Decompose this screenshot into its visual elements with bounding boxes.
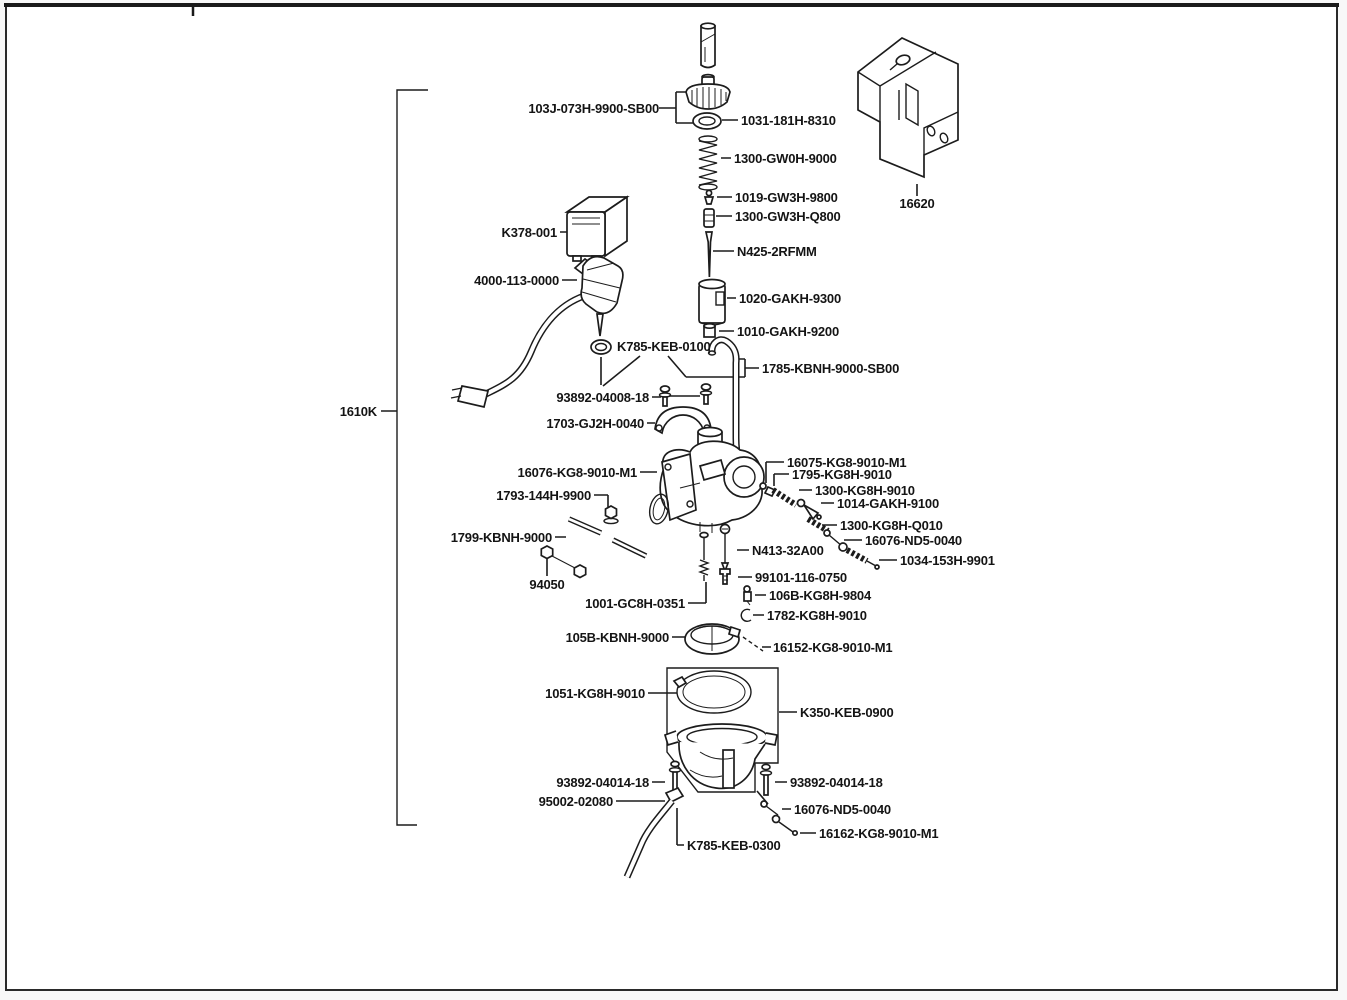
part-needle-clip-holder bbox=[704, 209, 714, 227]
label-screw-16076nd5-top: 16076-ND5-0040 bbox=[865, 533, 962, 548]
clip-holder-body bbox=[704, 209, 714, 227]
cable-adjuster-body bbox=[701, 26, 715, 68]
part-washer-1031 bbox=[693, 113, 721, 129]
label-valve-1014: 1014-GAKH-9100 bbox=[837, 496, 939, 511]
label-cap-asm: 103J-073H-9900-SB00 bbox=[528, 101, 659, 116]
washer-outer bbox=[693, 113, 721, 129]
label-bracket-16620: 16620 bbox=[899, 196, 935, 211]
bowl-screw-left-head bbox=[671, 761, 679, 766]
part-needle-jet-holder-1010 bbox=[704, 324, 715, 337]
part-throttle-slide-1020 bbox=[699, 280, 725, 326]
label-screw-n413: N413-32A00 bbox=[752, 543, 824, 558]
slide-body bbox=[699, 284, 725, 323]
label-float-105b: 105B-KBNH-9000 bbox=[565, 630, 669, 645]
label-jet-99101: 99101-116-0750 bbox=[755, 570, 847, 585]
label-nut-94050: 94050 bbox=[529, 577, 565, 592]
label-screw-93892-04008: 93892-04008-18 bbox=[556, 390, 649, 405]
carb-bell-top bbox=[698, 428, 722, 437]
screw-a-shank bbox=[663, 397, 667, 406]
label-stud-1799: 1799-KBNH-9000 bbox=[450, 530, 552, 545]
label-stay-1703: 1703-GJ2H-0040 bbox=[546, 416, 644, 431]
screw-a-head bbox=[661, 386, 670, 392]
holder-top bbox=[704, 324, 715, 328]
label-screw-16076nd5-bottom: 16076-ND5-0040 bbox=[794, 802, 891, 817]
label-gasket-16076-kg8: 16076-KG8-9010-M1 bbox=[517, 465, 637, 480]
screw-16162-tip bbox=[793, 831, 797, 835]
seat-cone bbox=[705, 197, 713, 204]
label-oring-k785-0100: K785-KEB-0100 bbox=[617, 339, 711, 354]
idle-screw-head bbox=[700, 533, 708, 538]
cap-knurl bbox=[692, 87, 726, 108]
bystarter-body bbox=[581, 257, 623, 314]
nut-94050-b bbox=[574, 565, 585, 578]
label-holder-1010: 1010-GAKH-9200 bbox=[737, 324, 839, 339]
label-cdi-k378: K378-001 bbox=[501, 225, 557, 240]
label-screw-1034: 1034-153H-9901 bbox=[900, 553, 995, 568]
label-nut-1793: 1793-144H-9900 bbox=[496, 488, 591, 503]
label-spring-1300q010: 1300-KG8H-Q010 bbox=[840, 518, 943, 533]
label-nipple-95002: 95002-02080 bbox=[538, 794, 613, 809]
nut-94050-a bbox=[541, 546, 552, 559]
part-oring-k785-0100 bbox=[591, 340, 611, 354]
bowl-ear-right bbox=[765, 733, 777, 745]
bowl-screw-right-shank bbox=[764, 775, 768, 795]
label-assembly-1610k: 1610K bbox=[339, 404, 377, 419]
label-needle-n425: N425-2RFMM bbox=[737, 244, 817, 259]
bowl-drain-tube bbox=[723, 750, 734, 788]
part-float-105b bbox=[685, 624, 740, 654]
label-slide-1020: 1020-GAKH-9300 bbox=[739, 291, 841, 306]
screw-1034-head bbox=[839, 543, 847, 551]
part-cable-adjuster bbox=[701, 23, 715, 67]
valve-1014-tip bbox=[817, 515, 821, 519]
slide-top bbox=[699, 280, 725, 289]
part-needle-seat-1019 bbox=[705, 190, 713, 204]
label-screw-93892-04014-left: 93892-04014-18 bbox=[556, 775, 649, 790]
cdi-front-face bbox=[567, 212, 605, 256]
label-part-1795: 1795-KG8H-9010 bbox=[792, 467, 892, 482]
label-clip-1782: 1782-KG8H-9010 bbox=[767, 608, 867, 623]
oring-outer bbox=[591, 340, 611, 354]
label-spring-1300gw0h: 1300-GW0H-9000 bbox=[734, 151, 837, 166]
nut-hex bbox=[606, 506, 617, 519]
label-hose-k785-0300: K785-KEB-0300 bbox=[687, 838, 781, 853]
bowl-screw-right-head bbox=[762, 764, 770, 769]
part-washer-16075 bbox=[760, 483, 766, 489]
label-chamber-k350: K350-KEB-0900 bbox=[800, 705, 894, 720]
screw-1034-tip bbox=[875, 565, 879, 569]
washer-16075-shape bbox=[760, 483, 766, 489]
screw-b-head bbox=[702, 384, 711, 390]
cdi-foot-left bbox=[573, 256, 581, 261]
label-spring-1300kg8h: 1300-KG8H-9010 bbox=[815, 483, 915, 498]
valve-106b-head bbox=[744, 586, 750, 592]
label-screw-16162: 16162-KG8-9010-M1 bbox=[819, 826, 939, 841]
cap-body bbox=[686, 84, 730, 109]
carb-flange-ring bbox=[724, 457, 764, 497]
valve-106b-body bbox=[744, 592, 751, 601]
cable-adjuster-top bbox=[701, 23, 715, 29]
screw-b-shank bbox=[704, 395, 708, 404]
label-pipe-1785: 1785-KBNH-9000-SB00 bbox=[762, 361, 900, 376]
label-gasket-1051: 1051-KG8H-9010 bbox=[545, 686, 645, 701]
label-part-16075: 16075-KG8-9010-M1 bbox=[787, 455, 907, 470]
label-seat-1019: 1019-GW3H-9800 bbox=[735, 190, 838, 205]
label-valve-106b: 106B-KG8H-9804 bbox=[769, 588, 871, 603]
label-bystarter-4000: 4000-113-0000 bbox=[474, 273, 559, 288]
label-screw-93892-04014-right: 93892-04014-18 bbox=[790, 775, 883, 790]
label-pin-16152: 16152-KG8-9010-M1 bbox=[773, 640, 893, 655]
seat-ball bbox=[706, 190, 711, 195]
label-screw-1001: 1001-GC8H-0351 bbox=[585, 596, 685, 611]
screw-16162-head bbox=[773, 816, 780, 823]
label-washer-1031: 1031-181H-8310 bbox=[741, 113, 836, 128]
label-clip-1300gw3h: 1300-GW3H-Q800 bbox=[735, 209, 841, 224]
